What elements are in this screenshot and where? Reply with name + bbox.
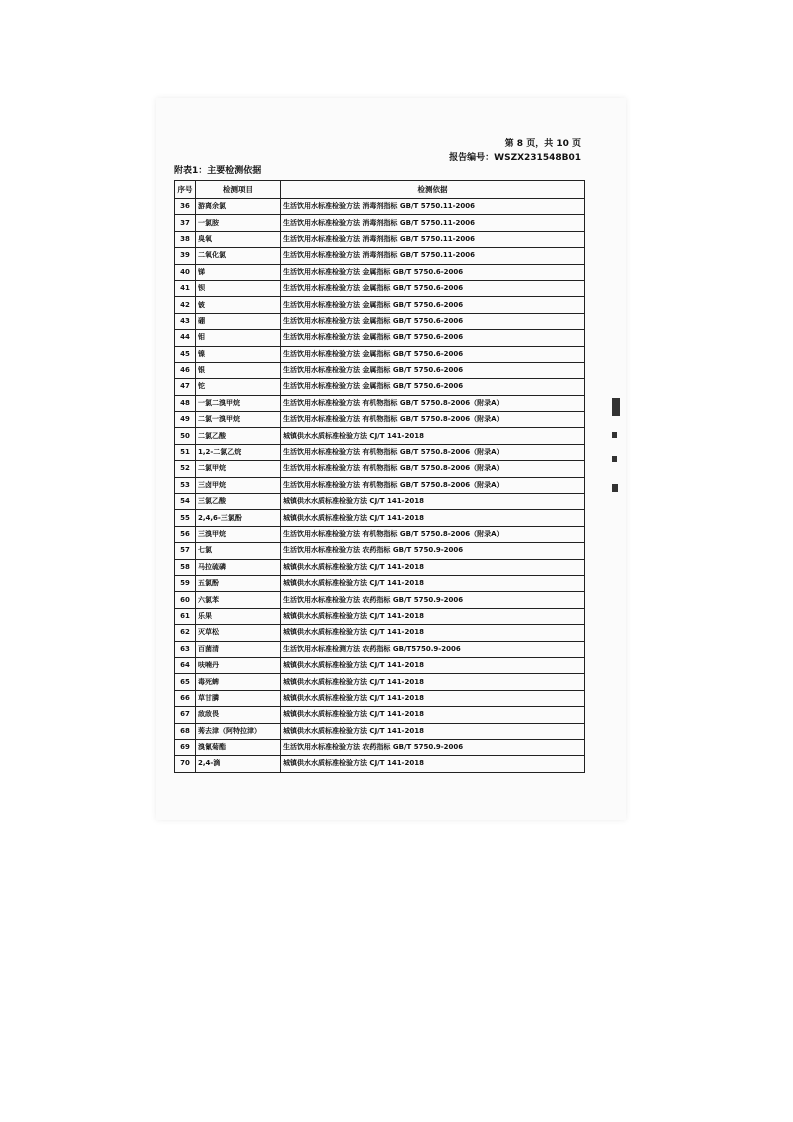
table-row — [175, 428, 585, 444]
cell-basis: 生活饮用水标准检验方法 消毒剂指标 GB/T 5750.11-2006 — [281, 199, 585, 215]
cell-item: 三溴甲烷 — [196, 526, 281, 542]
cell-item: 七氯 — [196, 543, 281, 559]
cell-item: 银 — [196, 362, 281, 378]
cell-item: 臭氧 — [196, 231, 281, 247]
cell-item: 呋喃丹 — [196, 657, 281, 673]
cell-item: 灭草松 — [196, 625, 281, 641]
scan-edge-mark — [612, 456, 617, 462]
cell-basis: 生活饮用水标准检验方法 有机物指标 GB/T 5750.8-2006（附录A） — [281, 412, 585, 428]
cell-seq: 62 — [175, 625, 196, 641]
cell-seq: 54 — [175, 494, 196, 510]
column-header-basis: 检测依据 — [281, 181, 585, 199]
cell-seq: 45 — [175, 346, 196, 362]
cell-basis: 生活饮用水标准检验方法 有机物指标 GB/T 5750.8-2006（附录A） — [281, 526, 585, 542]
cell-seq: 38 — [175, 231, 196, 247]
cell-seq: 50 — [175, 428, 196, 444]
table-row — [175, 297, 585, 313]
cell-basis: 生活饮用水标准检验方法 有机物指标 GB/T 5750.8-2006（附录A） — [281, 461, 585, 477]
cell-basis: 生活饮用水标准检验方法 消毒剂指标 GB/T 5750.11-2006 — [281, 248, 585, 264]
cell-seq: 40 — [175, 264, 196, 280]
cell-basis: 生活饮用水标准检验方法 金属指标 GB/T 5750.6-2006 — [281, 379, 585, 395]
table-row — [175, 461, 585, 477]
cell-seq: 57 — [175, 543, 196, 559]
table-row — [175, 575, 585, 591]
cell-seq: 47 — [175, 379, 196, 395]
cell-item: 1,2-二氯乙烷 — [196, 444, 281, 460]
cell-seq: 37 — [175, 215, 196, 231]
table-header-row — [175, 181, 585, 199]
scan-edge-mark — [612, 398, 620, 416]
cell-seq: 36 — [175, 199, 196, 215]
cell-basis: 生活饮用水标准检验方法 有机物指标 GB/T 5750.8-2006（附录A） — [281, 444, 585, 460]
column-header-seq: 序号 — [175, 181, 196, 199]
cell-seq: 68 — [175, 723, 196, 739]
cell-item: 二氯甲烷 — [196, 461, 281, 477]
cell-basis: 生活饮用水标准检验方法 消毒剂指标 GB/T 5750.11-2006 — [281, 215, 585, 231]
cell-basis: 生活饮用水标准检验方法 金属指标 GB/T 5750.6-2006 — [281, 280, 585, 296]
cell-basis: 生活饮用水标准检验方法 金属指标 GB/T 5750.6-2006 — [281, 346, 585, 362]
table-row — [175, 625, 585, 641]
cell-basis: 生活饮用水标准检验方法 金属指标 GB/T 5750.6-2006 — [281, 313, 585, 329]
cell-seq: 63 — [175, 641, 196, 657]
cell-item: 游离余氯 — [196, 199, 281, 215]
table-row — [175, 592, 585, 608]
cell-item: 溴氰菊酯 — [196, 739, 281, 755]
cell-basis: 生活饮用水标准检验方法 金属指标 GB/T 5750.6-2006 — [281, 362, 585, 378]
cell-item: 马拉硫磷 — [196, 559, 281, 575]
cell-item: 镍 — [196, 346, 281, 362]
table-row — [175, 280, 585, 296]
cell-item: 百菌清 — [196, 641, 281, 657]
table-row — [175, 412, 585, 428]
cell-item: 铊 — [196, 379, 281, 395]
cell-item: 钼 — [196, 330, 281, 346]
table-row — [175, 477, 585, 493]
table-row — [175, 657, 585, 673]
cell-item: 莠去津（阿特拉津） — [196, 723, 281, 739]
cell-basis: 城镇供水水质标准检验方法 CJ/T 141-2018 — [281, 625, 585, 641]
cell-basis: 生活饮用水标准检验方法 金属指标 GB/T 5750.6-2006 — [281, 264, 585, 280]
cell-item: 三卤甲烷 — [196, 477, 281, 493]
cell-seq: 58 — [175, 559, 196, 575]
cell-seq: 51 — [175, 444, 196, 460]
table-row — [175, 526, 585, 542]
report-number: 报告编号：WSZX231548B01 — [449, 153, 581, 163]
cell-basis: 生活饮用水标准检验方法 消毒剂指标 GB/T 5750.11-2006 — [281, 231, 585, 247]
cell-seq: 59 — [175, 575, 196, 591]
cell-item: 硼 — [196, 313, 281, 329]
table-row — [175, 379, 585, 395]
cell-seq: 60 — [175, 592, 196, 608]
cell-basis: 城镇供水水质标准检验方法 CJ/T 141-2018 — [281, 707, 585, 723]
cell-item: 二氧化氯 — [196, 248, 281, 264]
table-row — [175, 756, 585, 772]
detection-basis-table — [174, 180, 585, 773]
cell-basis: 城镇供水水质标准检验方法 CJ/T 141-2018 — [281, 690, 585, 706]
table-row — [175, 199, 585, 215]
cell-seq: 66 — [175, 690, 196, 706]
cell-item: 锑 — [196, 264, 281, 280]
table-row — [175, 723, 585, 739]
cell-basis: 城镇供水水质标准检验方法 CJ/T 141-2018 — [281, 510, 585, 526]
cell-seq: 61 — [175, 608, 196, 624]
table-row — [175, 231, 585, 247]
table-row — [175, 313, 585, 329]
cell-basis: 城镇供水水质标准检验方法 CJ/T 141-2018 — [281, 723, 585, 739]
cell-item: 一氯二溴甲烷 — [196, 395, 281, 411]
cell-item: 铍 — [196, 297, 281, 313]
cell-item: 六氯苯 — [196, 592, 281, 608]
table-row — [175, 444, 585, 460]
cell-item: 二氯一溴甲烷 — [196, 412, 281, 428]
cell-item: 敌敌畏 — [196, 707, 281, 723]
cell-item: 毒死蜱 — [196, 674, 281, 690]
cell-basis: 城镇供水水质标准检验方法 CJ/T 141-2018 — [281, 559, 585, 575]
cell-item: 五氯酚 — [196, 575, 281, 591]
cell-basis: 城镇供水水质标准检验方法 CJ/T 141-2018 — [281, 494, 585, 510]
cell-basis: 生活饮用水标准检验方法 农药指标 GB/T 5750.9-2006 — [281, 592, 585, 608]
cell-basis: 生活饮用水标准检验方法 有机物指标 GB/T 5750.8-2006（附录A） — [281, 477, 585, 493]
cell-item: 钡 — [196, 280, 281, 296]
cell-item: 草甘膦 — [196, 690, 281, 706]
page-number: 第 8 页，共 10 页 — [504, 139, 581, 149]
cell-item: 一氯胺 — [196, 215, 281, 231]
table-row — [175, 248, 585, 264]
cell-basis: 生活饮用水标准检验方法 金属指标 GB/T 5750.6-2006 — [281, 297, 585, 313]
cell-seq: 65 — [175, 674, 196, 690]
cell-basis: 城镇供水水质标准检验方法 CJ/T 141-2018 — [281, 674, 585, 690]
cell-item: 三氯乙酸 — [196, 494, 281, 510]
table-row — [175, 395, 585, 411]
cell-seq: 70 — [175, 756, 196, 772]
table-caption: 附表1：主要检测依据 — [174, 166, 262, 176]
cell-basis: 生活饮用水标准检验方法 农药指标 GB/T 5750.9-2006 — [281, 543, 585, 559]
cell-seq: 39 — [175, 248, 196, 264]
cell-seq: 55 — [175, 510, 196, 526]
column-header-item: 检测项目 — [196, 181, 281, 199]
table-row — [175, 739, 585, 755]
scan-edge-mark — [612, 484, 618, 492]
cell-seq: 43 — [175, 313, 196, 329]
cell-item: 2,4,6-三氯酚 — [196, 510, 281, 526]
cell-seq: 41 — [175, 280, 196, 296]
cell-seq: 67 — [175, 707, 196, 723]
cell-basis: 城镇供水水质标准检验方法 CJ/T 141-2018 — [281, 575, 585, 591]
cell-seq: 49 — [175, 412, 196, 428]
table-row — [175, 494, 585, 510]
cell-basis: 城镇供水水质标准检验方法 CJ/T 141-2018 — [281, 428, 585, 444]
cell-item: 二氯乙酸 — [196, 428, 281, 444]
cell-basis: 城镇供水水质标准检验方法 CJ/T 141-2018 — [281, 657, 585, 673]
table-row — [175, 264, 585, 280]
cell-basis: 城镇供水水质标准检验方法 CJ/T 141-2018 — [281, 608, 585, 624]
table-row — [175, 559, 585, 575]
cell-seq: 44 — [175, 330, 196, 346]
cell-basis: 生活饮用水标准检验方法 有机物指标 GB/T 5750.8-2006（附录A） — [281, 395, 585, 411]
scan-edge-mark — [612, 432, 617, 438]
cell-basis: 生活饮用水标准检验方法 农药指标 GB/T 5750.9-2006 — [281, 739, 585, 755]
cell-seq: 53 — [175, 477, 196, 493]
table-row — [175, 330, 585, 346]
table-row — [175, 707, 585, 723]
table-row — [175, 362, 585, 378]
table-row — [175, 641, 585, 657]
table-row — [175, 608, 585, 624]
table-row — [175, 510, 585, 526]
cell-seq: 69 — [175, 739, 196, 755]
cell-basis: 生活饮用水标准检验方法 金属指标 GB/T 5750.6-2006 — [281, 330, 585, 346]
table-row — [175, 215, 585, 231]
table-row — [175, 543, 585, 559]
cell-seq: 48 — [175, 395, 196, 411]
cell-basis: 生活饮用水标准检测方法 农药指标 GB/T5750.9-2006 — [281, 641, 585, 657]
cell-item: 2,4-滴 — [196, 756, 281, 772]
table-row — [175, 674, 585, 690]
table-row — [175, 690, 585, 706]
cell-seq: 46 — [175, 362, 196, 378]
cell-seq: 64 — [175, 657, 196, 673]
cell-item: 乐果 — [196, 608, 281, 624]
table-row — [175, 346, 585, 362]
cell-seq: 56 — [175, 526, 196, 542]
cell-basis: 城镇供水水质标准检验方法 CJ/T 141-2018 — [281, 756, 585, 772]
cell-seq: 42 — [175, 297, 196, 313]
cell-seq: 52 — [175, 461, 196, 477]
